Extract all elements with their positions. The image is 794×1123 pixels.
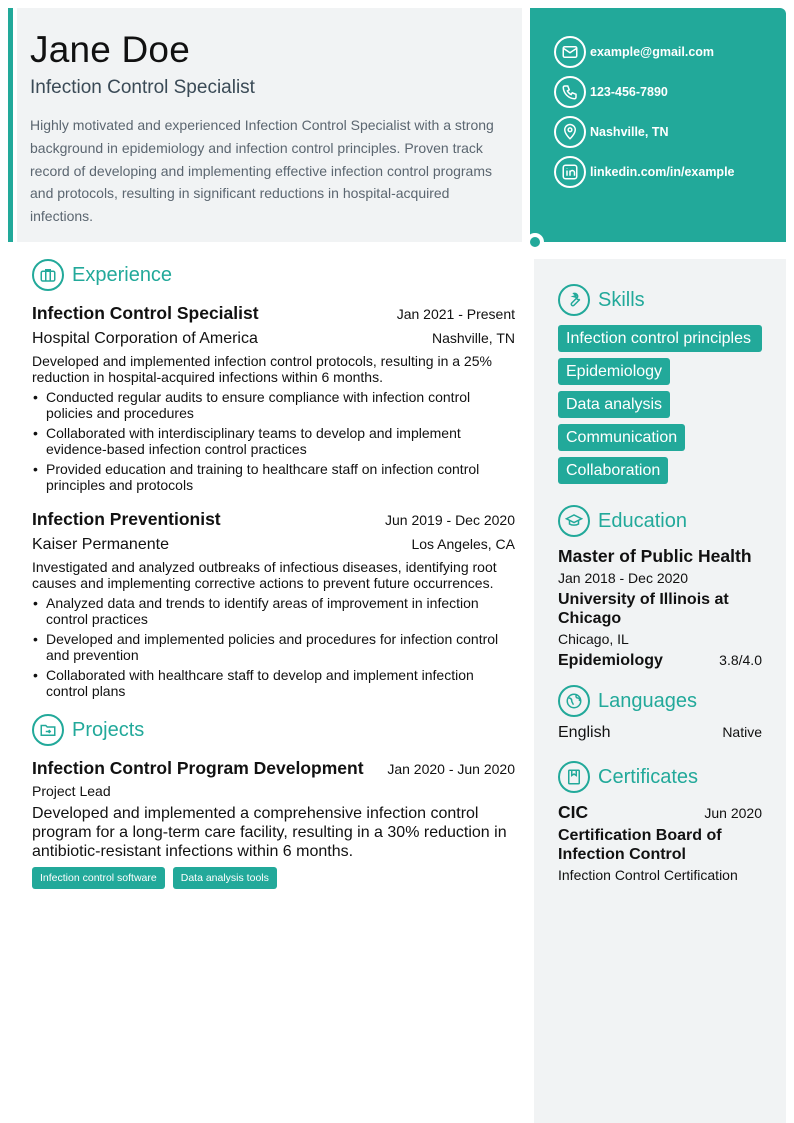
education-date: Jan 2018 - Dec 2020 bbox=[558, 570, 688, 586]
education-degree: Master of Public Health bbox=[558, 546, 752, 566]
project-entry bbox=[32, 756, 515, 889]
candidate-name: Jane Doe bbox=[30, 29, 190, 70]
envelope-icon bbox=[554, 36, 586, 68]
email-text: example@gmail.com bbox=[590, 45, 715, 59]
job-location: Los Angeles, CA bbox=[411, 536, 515, 552]
skills-list bbox=[558, 325, 762, 490]
education-heading bbox=[558, 504, 762, 538]
language-level: Native bbox=[722, 724, 762, 740]
education-school: University of Illinois at Chicago bbox=[558, 591, 729, 627]
contact-linkedin[interactable] bbox=[554, 152, 786, 192]
briefcase-icon bbox=[32, 259, 64, 291]
project-description: Developed and implemented a comprehensive infection control program for a long-term care facility, resulting in a 30% reduction in antibiotic-resistant infections within 6 months. bbox=[32, 805, 507, 860]
skill-tag: Collaboration bbox=[558, 457, 668, 484]
job-location: Nashville, TN bbox=[432, 330, 515, 346]
skills-title: Skills bbox=[598, 288, 645, 311]
education-gpa: 3.8/4.0 bbox=[719, 652, 762, 668]
skill-tag: Epidemiology bbox=[558, 358, 670, 385]
main-column bbox=[32, 258, 515, 889]
language-name: English bbox=[558, 724, 611, 741]
summary: Highly motivated and experienced Infection Control Specialist with a strong background in epidemiology and infection control principles. Proven track record of developing and implementing effective infection control programs and protocols, resulting in significant reductions in hospital-acquired infections. bbox=[30, 117, 494, 225]
education-field: Epidemiology bbox=[558, 652, 663, 669]
job-title: Infection Preventionist bbox=[32, 509, 221, 529]
job-date: Jun 2019 - Dec 2020 bbox=[385, 512, 515, 528]
job-description: Developed and implemented infection control protocols, resulting in a 25% reduction in hospital-acquired infections within 6 months. bbox=[32, 353, 492, 385]
certificates-heading bbox=[558, 760, 762, 794]
job-company: Kaiser Permanente bbox=[32, 536, 169, 553]
location-text: Nashville, TN bbox=[590, 125, 669, 139]
certificate-org: Certification Board of Infection Control bbox=[558, 827, 722, 863]
candidate-role: Infection Control Specialist bbox=[30, 77, 255, 98]
job-title: Infection Control Specialist bbox=[32, 303, 259, 323]
job-date: Jan 2021 - Present bbox=[396, 306, 515, 322]
project-role: Project Lead bbox=[32, 783, 111, 799]
skill-tag: Data analysis bbox=[558, 391, 670, 418]
education-title: Education bbox=[598, 509, 687, 532]
project-tag: Data analysis tools bbox=[173, 867, 277, 889]
job-bullet: • Analyzed data and trends to identify areas of improvement in infection control practices bbox=[32, 595, 515, 627]
header bbox=[17, 8, 522, 242]
experience-heading bbox=[32, 258, 515, 292]
certificate-date: Jun 2020 bbox=[704, 805, 762, 821]
projects-heading bbox=[32, 713, 515, 747]
education-city: Chicago, IL bbox=[558, 631, 629, 647]
projects-title: Projects bbox=[72, 718, 145, 741]
contact-phone[interactable] bbox=[554, 72, 786, 112]
skill-tag: Infection control principles bbox=[558, 325, 762, 352]
folder-icon bbox=[32, 714, 64, 746]
phone-icon bbox=[554, 76, 586, 108]
job-company: Hospital Corporation of America bbox=[32, 330, 258, 347]
certificate-entry bbox=[558, 800, 762, 824]
project-tag: Infection control software bbox=[32, 867, 165, 889]
job-description: Investigated and analyzed outbreaks of infectious diseases, identifying root causes and implementing corrective actions to prevent future occurrences. bbox=[32, 559, 497, 591]
job-bullet: • Collaborated with healthcare staff to develop and implement infection control plans bbox=[32, 667, 515, 699]
certificate-description: Infection Control Certification bbox=[558, 867, 738, 883]
contact-email[interactable] bbox=[554, 32, 786, 72]
phone-text: 123-456-7890 bbox=[590, 85, 668, 99]
timeline-dot bbox=[526, 233, 544, 251]
certificate-icon bbox=[558, 761, 590, 793]
certificates-title: Certificates bbox=[598, 765, 699, 788]
languages-heading bbox=[558, 684, 762, 718]
job-bullet: • Provided education and training to healthcare staff on infection control principles and protocols bbox=[32, 461, 515, 493]
contact-panel bbox=[530, 8, 786, 242]
skill-tag: Communication bbox=[558, 424, 685, 451]
contact-location bbox=[554, 112, 786, 152]
skills-heading bbox=[558, 283, 762, 317]
linkedin-text: linkedin.com/in/example bbox=[590, 165, 735, 179]
languages-title: Languages bbox=[598, 689, 697, 712]
experience-title: Experience bbox=[72, 263, 173, 286]
linkedin-icon bbox=[554, 156, 586, 188]
project-date: Jan 2020 - Jun 2020 bbox=[387, 761, 515, 777]
location-pin-icon bbox=[554, 116, 586, 148]
globe-icon bbox=[558, 685, 590, 717]
job-entry bbox=[32, 507, 515, 699]
accent-bar bbox=[8, 8, 13, 242]
graduation-cap-icon bbox=[558, 505, 590, 537]
certificate-name: CIC bbox=[558, 802, 589, 822]
project-title: Infection Control Program Development bbox=[32, 758, 364, 778]
language-entry bbox=[558, 724, 762, 742]
job-bullet: • Collaborated with interdisciplinary teams to develop and implement evidence-based infection control practices bbox=[32, 425, 515, 457]
job-entry bbox=[32, 301, 515, 493]
job-bullet: • Conducted regular audits to ensure compliance with infection control policies and procedures bbox=[32, 389, 515, 421]
wrench-icon bbox=[558, 284, 590, 316]
job-bullet: • Developed and implemented policies and procedures for infection control and prevention bbox=[32, 631, 515, 663]
sidebar-column bbox=[534, 259, 786, 1123]
